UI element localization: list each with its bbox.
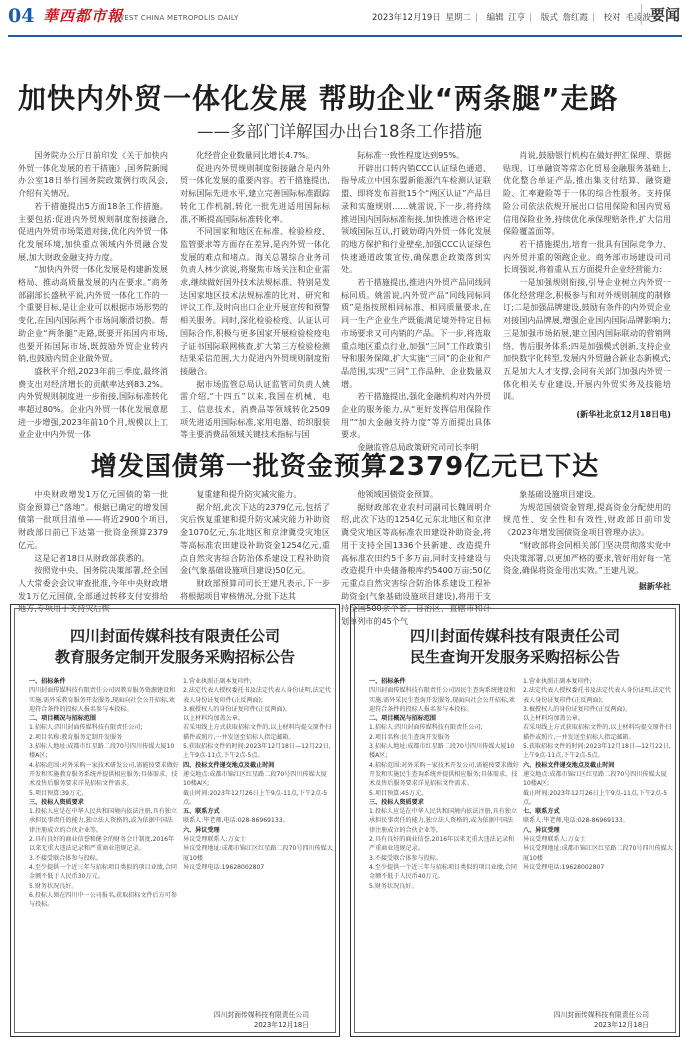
- notice-line: 5.项目预算:45万元。: [369, 789, 428, 797]
- notice-line: 四川封面传媒科技有限责任公司因民生查询系统建设和实施,需外采民生查询开发服务,现面向社会公开招标,欢迎符合条件的投标人报名参与本投标。: [369, 687, 516, 713]
- notice-line: 若采用线上方式获取招标文件的,以上材料均提交原件扫描件或照片,一并发送至招标人指定邮箱。: [523, 724, 672, 741]
- article1-column-3: [341, 149, 491, 453]
- notice-line: 联系人:毕老师,电话:028-86969133。: [183, 817, 289, 825]
- notice-line: 异议受理电话:19628002807: [523, 863, 605, 871]
- header-rule: [8, 35, 682, 37]
- article2-column-3: [341, 488, 491, 627]
- notice-line: 异议受理电话:19628002807: [183, 863, 265, 871]
- masthead-logo: 華西都市報: [43, 7, 124, 25]
- notice-line: 2.法定代表人授权委托书及法定代表人身份证明,法定代表人身份证复印件(正反两面);: [523, 687, 671, 704]
- article2-column-2: [180, 488, 330, 601]
- notice-line: 2.项目名称:教育服务定制开发服务: [29, 733, 123, 741]
- paragraph: 象基础设施项目建设。: [519, 489, 601, 499]
- tender-notice-education: [10, 604, 340, 1037]
- notice-line: 1.招标人:四川封面传媒科技有限责任公司;: [29, 724, 143, 732]
- notice-line: 4.至少提供一个近三年与招标项目类似的项目业绩,合同金额不低于人民币30万元。: [29, 863, 177, 881]
- paragraph: 财政部预算司司长王建凡表示,下一步将根据项目审核情况,分批下达其: [180, 577, 330, 601]
- notice-line: 异议受理地址:成都市锦江区红星路二段70号四川传媒大厦10楼: [183, 845, 333, 862]
- notice-line: 联系人:毕老师,电话:028-86969133。: [523, 817, 629, 825]
- article1-credit: (新华社北京12月18日电): [576, 409, 671, 419]
- notice-line: 六、异议受理: [183, 826, 220, 834]
- notice-line: 4.招标范围:对外采购一家技术开发公司,需能按要求做好开发和实施民生查询系统并提供相应服务;具体需求、技术及售后服务要求详见招标文件需求。: [369, 761, 519, 788]
- paragraph: 促进内外贸规则制度衔接融合是内外贸一体化发展的重要内容。若干措施提出,对标国际先进水平,建立完善国际标准跟踪转化工作机制,转化一批先进适用国际标准,不断提高国际标准转化率。: [180, 162, 330, 224]
- notice-line: 3.不接受联合体参与投标。: [29, 854, 102, 862]
- notice-signer: 四川封面传媒科技有限责任公司: [553, 1011, 649, 1019]
- notice-title: 民生查询开发服务采购招标公告: [409, 648, 620, 666]
- article1-headline: 加快内外贸一体化发展 帮助企业“两条腿”走路: [18, 82, 619, 115]
- article2-column-4: [503, 488, 671, 578]
- paragraph: 化经营企业数量同比增长4.7%。: [196, 150, 314, 160]
- notice-line: 异议受理联系人:万女士: [183, 836, 246, 844]
- paragraph: 为规范国债资金管理,提高资金分配使用的规范性、安全性和有效性,财政部日前印发《2023年增发国债资金项目管理办法》。: [503, 501, 671, 538]
- notice-line: 四川封面传媒科技有限责任公司因教育服务资源建设和实施,需外采教育服务开发服务,现面向社会公开招标,欢迎符合条件的投标人报名参与本投标。: [29, 687, 176, 713]
- notice-line: 五、联系方式: [183, 808, 220, 816]
- notice-company: 四川封面传媒科技有限责任公司: [409, 627, 620, 645]
- section-label: 要闻: [641, 4, 680, 25]
- notice-line: 3.不接受联合体参与投标。: [369, 854, 442, 862]
- paragraph: 若干措施提出,强化金融机构对内外贸企业的服务能力,从“更好发挥信用保险作用”“加大金融支持力度”等方面提出具体要求。: [341, 391, 491, 440]
- notice-line: 以上材料均加盖公章。: [183, 715, 244, 723]
- paragraph: 肖说,鼓励银行机构在做好押汇保理、票据贴现、订单融资等常态化贸易金融服务基础上,优化整合单证产品,推出集支付结算、融资避险、汇率避险等于一体的综合性服务。支持保险公司依法依规开展出口信用保险和国内贸易信用保险业务,持续优化承保理赔条件,扩大信用保险覆盖面等。: [503, 150, 671, 237]
- notice-date: 2023年12月18日: [254, 1021, 309, 1029]
- paragraph: “加快内外贸一体化发展是构建新发展格局、推动高质量发展的内在要求。”商务部副部长盛秋平说,内外贸一体化工作的一个重要目标,是让企业可以根据市场形势的变化,在国内国际两个市场间顺滑切换。帮助企业“两条腿”走路,既要开拓国内市场,也要开拓国际市场,既鼓励外贸企业转内销,也鼓励内贸企业做外贸。: [18, 264, 168, 364]
- paragraph: “财政部将会同相关部门坚决贯彻落实党中央决策部署,以更加严格的要求,管好用好每一笔资金,确保将资金用出实效。”王建凡说。: [503, 539, 671, 576]
- notice-company: 四川封面传媒科技有限责任公司: [69, 627, 280, 645]
- paragraph: 盛秋平介绍,2023年前三季度,最终消费支出对经济增长的贡献率达到83.2%。内外贸规则制度进一步衔接,国际标准转化率超过80%。企业内外贸一体化发展意愿进一步增强,2023年前10个月,规模以上工业企业中内外贸一体: [18, 365, 168, 440]
- paragraph: 他领域国债资金预算。: [357, 489, 439, 499]
- notice-line: 异议受理联系人:万女士: [523, 836, 586, 844]
- editor: 编辑 江亨: [486, 13, 526, 23]
- notice-line: 2.具有良好的商业信誉,2016年以来无重大违法记录和严重商业违规记录。: [369, 836, 515, 853]
- notice-body-left: [29, 677, 179, 1007]
- notice-line: 1.投标人应是在中华人民共和国境内依法注册,具有独立承担民事责任的能力,独立法人资格的,或为依据中国法律注册成立的合伙企业等。: [29, 808, 177, 834]
- paragraph: 一是加强规则衔接,引导企业树立内外贸一体化经营理念,积极参与和对外规则制度的制修订;二是加强品牌建设,鼓励有条件的内外贸企业对接国内品牌展,增强企业国内国际品牌影响力;三是加强市场拓展,建立国内国际联动的营销网络、售后服务体系;四是加强模式创新,支持企业加快数字化转型,发展内外贸融合新业态新模式;五是加大人才支撑,会同有关部门加强内外贸一体化相关专业建设,开展内外贸实务及技能培训。: [503, 277, 671, 402]
- notice-line: 2.法定代表人授权委托书及法定代表人身份证明,法定代表人身份证复印件(正反两面);: [183, 687, 331, 704]
- notice-line: 截止时间:2023年12月26日上午9点-11点,下午2点-5点。: [523, 789, 668, 806]
- notice-line: 一、招标条件: [369, 678, 406, 685]
- notice-line: 截止时间:2023年12月26日上午9点-11点,下午2点-5点。: [183, 789, 328, 806]
- paragraph: 这是记者18日从财政部获悉的。: [34, 552, 150, 563]
- paragraph: 若干措施提出5方面18条工作措施。主要包括:促进内外贸规则制度衔接融合,促进内外贸市场渠道对接,优化内外贸一体化发展环境,加快重点领域内外贸融合发展,加大财政金融支持力度。: [18, 200, 168, 262]
- notice-body-left: [369, 677, 519, 1007]
- tender-notice-livelihood: [350, 604, 680, 1037]
- notice-line: 以上材料均加盖公章。: [523, 715, 584, 723]
- paragraph: 据介绍,此次下达的2379亿元,包括了灾后恢复重建和提升防灾减灾能力补助资金1070亿元,东北地区和京津冀受灾地区等高标准农田建设补助资金1254亿元,重点自然灾害综合防治体系建设工程补助资金(气象基础设施项目建设)50亿元。: [180, 501, 330, 576]
- notice-line: 1.营业执照正副本复印件;: [523, 678, 592, 685]
- paragraph: 际标准一致性程度达到95%。: [357, 150, 465, 160]
- notice-line: 一、招标条件: [29, 678, 66, 685]
- notice-line: 异议受理地址:成都市锦江区红星路二段70号四川传媒大厦10楼: [523, 845, 673, 862]
- issue-weekday: 星期二: [445, 13, 471, 23]
- notice-line: 六、投标文件递交地点及截止时间: [523, 761, 615, 769]
- article2-column-1: [18, 488, 168, 614]
- paragraph: 若干措施提出,推进内外贸产品同线同标同质。姚雷说,内外贸产品“同线同标同质”是指按照相同标准、相同质量要求,在同一生产企业生产既能满足境外特定目标市场要求又可内销的产品。下一步,将选取重点地区重点行业,加强“三同”工作政策引导和服务保障,扩大实施“三同”的企业和产品范围,实现“三同”工作品种、企业数量双增。: [341, 277, 491, 389]
- page-header: [0, 0, 690, 40]
- article1-column-2: [180, 149, 330, 440]
- notice-line: 3.招标人地址:成都市红星路二段70号四川传媒大厦10楼A区;: [29, 743, 175, 760]
- notice-body-right: [183, 677, 333, 1007]
- notice-title: 教育服务定制开发服务采购招标公告: [54, 648, 295, 666]
- article2-credit: 据新华社: [638, 581, 671, 591]
- notice-line: 七、联系方式: [523, 808, 560, 816]
- notice-line: 二、项目概况与招标范围: [29, 715, 97, 723]
- page-number: 04: [8, 5, 35, 27]
- notice-line: 1.营业执照正副本复印件;: [183, 678, 252, 685]
- layout-designer: 版式 詹红霞: [540, 13, 589, 23]
- article1-column-1: [18, 149, 168, 440]
- notice-line: 2.项目名称:民生查询开发服务: [369, 733, 450, 741]
- notice-signature: [554, 1010, 649, 1030]
- notice-signature: [214, 1010, 309, 1030]
- notice-line: 2.具有良好的商业信誉和健全的财务会计制度,2016年以来无重大违法记录和严重商业违规记录。: [29, 836, 175, 853]
- notice-line: 5.项目预算:39万元。: [29, 789, 88, 797]
- masthead-english: WEST CHINA METROPOLIS DAILY: [117, 14, 239, 22]
- notice-line: 1.投标人应是在中华人民共和国境内依法注册,具有独立承担民事责任的能力,独立法人资格的,或为依据中国法律注册成立的合伙企业等。: [369, 808, 517, 834]
- notice-line: 若采用线上方式获取招标文件的,以上材料均提交原件扫描件或照片,一并发送至招标人指定邮箱。: [183, 724, 332, 741]
- notice-line: 1.招标人:四川封面传媒科技有限责任公司;: [369, 724, 483, 732]
- notice-line: 八、异议受理: [523, 826, 560, 834]
- notice-line: 5.财务状况良好。: [369, 882, 418, 890]
- notice-line: 递交地点:成都市锦江区红星路二段70号四川传媒大厦10楼A区;: [523, 770, 667, 788]
- notice-line: 5.获取招标文件的时间:2023年12月18日—12月22日,上午9点-11点,下午2点-5点。: [523, 743, 671, 760]
- issue-meta: 2023年12月19日 星期二 | 编辑 江亨 | 版式 詹红霞 | 校对 毛凌波: [372, 13, 651, 23]
- paragraph: 复重建和提升防灾减灾能力。: [196, 489, 302, 499]
- notice-line: 5.获取招标文件的时间:2023年12月18日—12月22日,上午9点-11点,下午2点-5点。: [183, 743, 331, 760]
- notice-line: 3.招标人地址:成都市红星路二段70号四川传媒大厦10楼A区;: [369, 743, 515, 760]
- paragraph: 按照党中央、国务院决策部署,经全国人大常委会会议审查批准,今年中央财政增发1万亿元国债,全部通过转移支付安排给地方,专项用于支持灾后恢: [18, 565, 168, 614]
- paragraph: 金融监管总局政策研究司司长李明: [357, 442, 479, 453]
- notice-line: 三、投标人资质要求: [29, 798, 84, 806]
- paragraph: 据市场监管总局认证监管司负责人姚雷介绍,“十四五”以来,我国在机械、电工、信息技术、消费品等领域转化2509项先进适用国际标准,家用电器、纺织服装等主要消费品领域关键技术指标与国: [180, 378, 330, 440]
- notice-line: 3.被授权人的身份证复印件(正反两面)。: [523, 705, 632, 713]
- notice-body-right: [523, 677, 673, 1007]
- paragraph: 国务院办公厅日前印发《关于加快内外贸一体化发展的若干措施》,国务院新闻办公室18日举行国务院政策例行吹风会,介绍有关情况。: [18, 150, 168, 199]
- notice-line: 递交地点:成都市锦江区红星路二段70号四川传媒大厦10楼A区;: [183, 770, 327, 788]
- paragraph: 若干措施提出,培育一批具有国际竞争力、内外贸并重的领跑企业。商务部市场建设司司长周强说,将着重从五方面提升企业经营能力:: [503, 238, 671, 275]
- paragraph: 不同国家和地区在标准、检验检疫、监管要求等方面存在差异,是内外贸一体化发展的难点和堵点。海关总署综合业务司负责人林少滨说,将聚焦市场关注和企业需求,继续做好国外技术法规标准、特别是发达国家地区技术法规标准的比对、研究和评议工作,及时向出口企业开展宣传和预警相关服务。同时,深化检验检疫、认证认可国际合作,积极与更多国家开展检验检疫电子证书国际联网核查,扩大第三方检验检测结果采信范围,大力促进内外贸规则制度衔接融合。: [180, 226, 330, 376]
- notice-signer: 四川封面传媒科技有限责任公司: [213, 1011, 309, 1019]
- article1-subheadline: ——多部门详解国办出台18条工作措施: [197, 122, 482, 141]
- notice-line: 4.至少提供一个近三年与招标项目类似的项目业绩,合同金额不低于人民币40万元。: [369, 863, 517, 881]
- notice-line: 三、投标人资质要求: [369, 798, 424, 806]
- notice-line: 4.招标范围:对外采购一家技术研发公司,需能按要求做好开发和实施教育服务系统并提供相应服务;具体需求、技术及售后服务要求详见招标文件需求。: [29, 761, 179, 788]
- paragraph: 开辟出口转内销CCC认证绿色通道、指导成立中国东盟新能源汽车检测认证联盟、即将发布首批15个“两区认证”产品目录和实施规则……姚雷说,下一步,将持续推进国内国际标准衔接,加快推进合格评定领域国际互认,打破妨碍内外贸一体化发展的地方保护和行业壁垒,加强CCC认证绿色快速通道政策宣传,确保惠企政策落到实处。: [341, 162, 491, 275]
- notice-line: 6.投标人须在四川中一公司报名,获取招标文件后方可参与投标。: [29, 891, 177, 909]
- notice-line: 四、投标文件递交地点及截止时间: [183, 761, 275, 769]
- paragraph: 据财政部农业农村司副司长魏周明介绍,此次下达的1254亿元东北地区和京津冀受灾地区等高标准农田建设补助资金,将用于支持全国1336个县新建、改造提升高标准农田约5千多万亩,同时支持建设与改造提升中央储备粮库约5400万亩;50亿元重点自然灾害综合防治体系建设工程补助资金(气象基础设施项目建设),将用于支持全国500余个省、自治区、直辖市和计划单列市的45个气: [341, 501, 491, 627]
- issue-date: 2023年12月19日: [372, 13, 441, 23]
- notice-line: 5.财务状况良好。: [29, 882, 78, 890]
- article2-headline: 增发国债第一批资金预算2379亿元已下达: [90, 452, 600, 482]
- paragraph: 中央财政增发1万亿元国债的第一批资金预算已“落地”。根据已确定的增发国债第一批项目清单——将近2900个项目,财政部日前已下达第一批资金预算2379亿元。: [18, 489, 168, 550]
- notice-date: 2023年12月18日: [594, 1021, 649, 1029]
- article1-column-4: [503, 149, 671, 402]
- proofreader: 校对 毛凌波: [603, 13, 651, 23]
- notice-line: 二、项目概况与招标范围: [369, 715, 437, 723]
- notice-line: 3.被授权人的身份证复印件(正反两面)。: [183, 705, 292, 713]
